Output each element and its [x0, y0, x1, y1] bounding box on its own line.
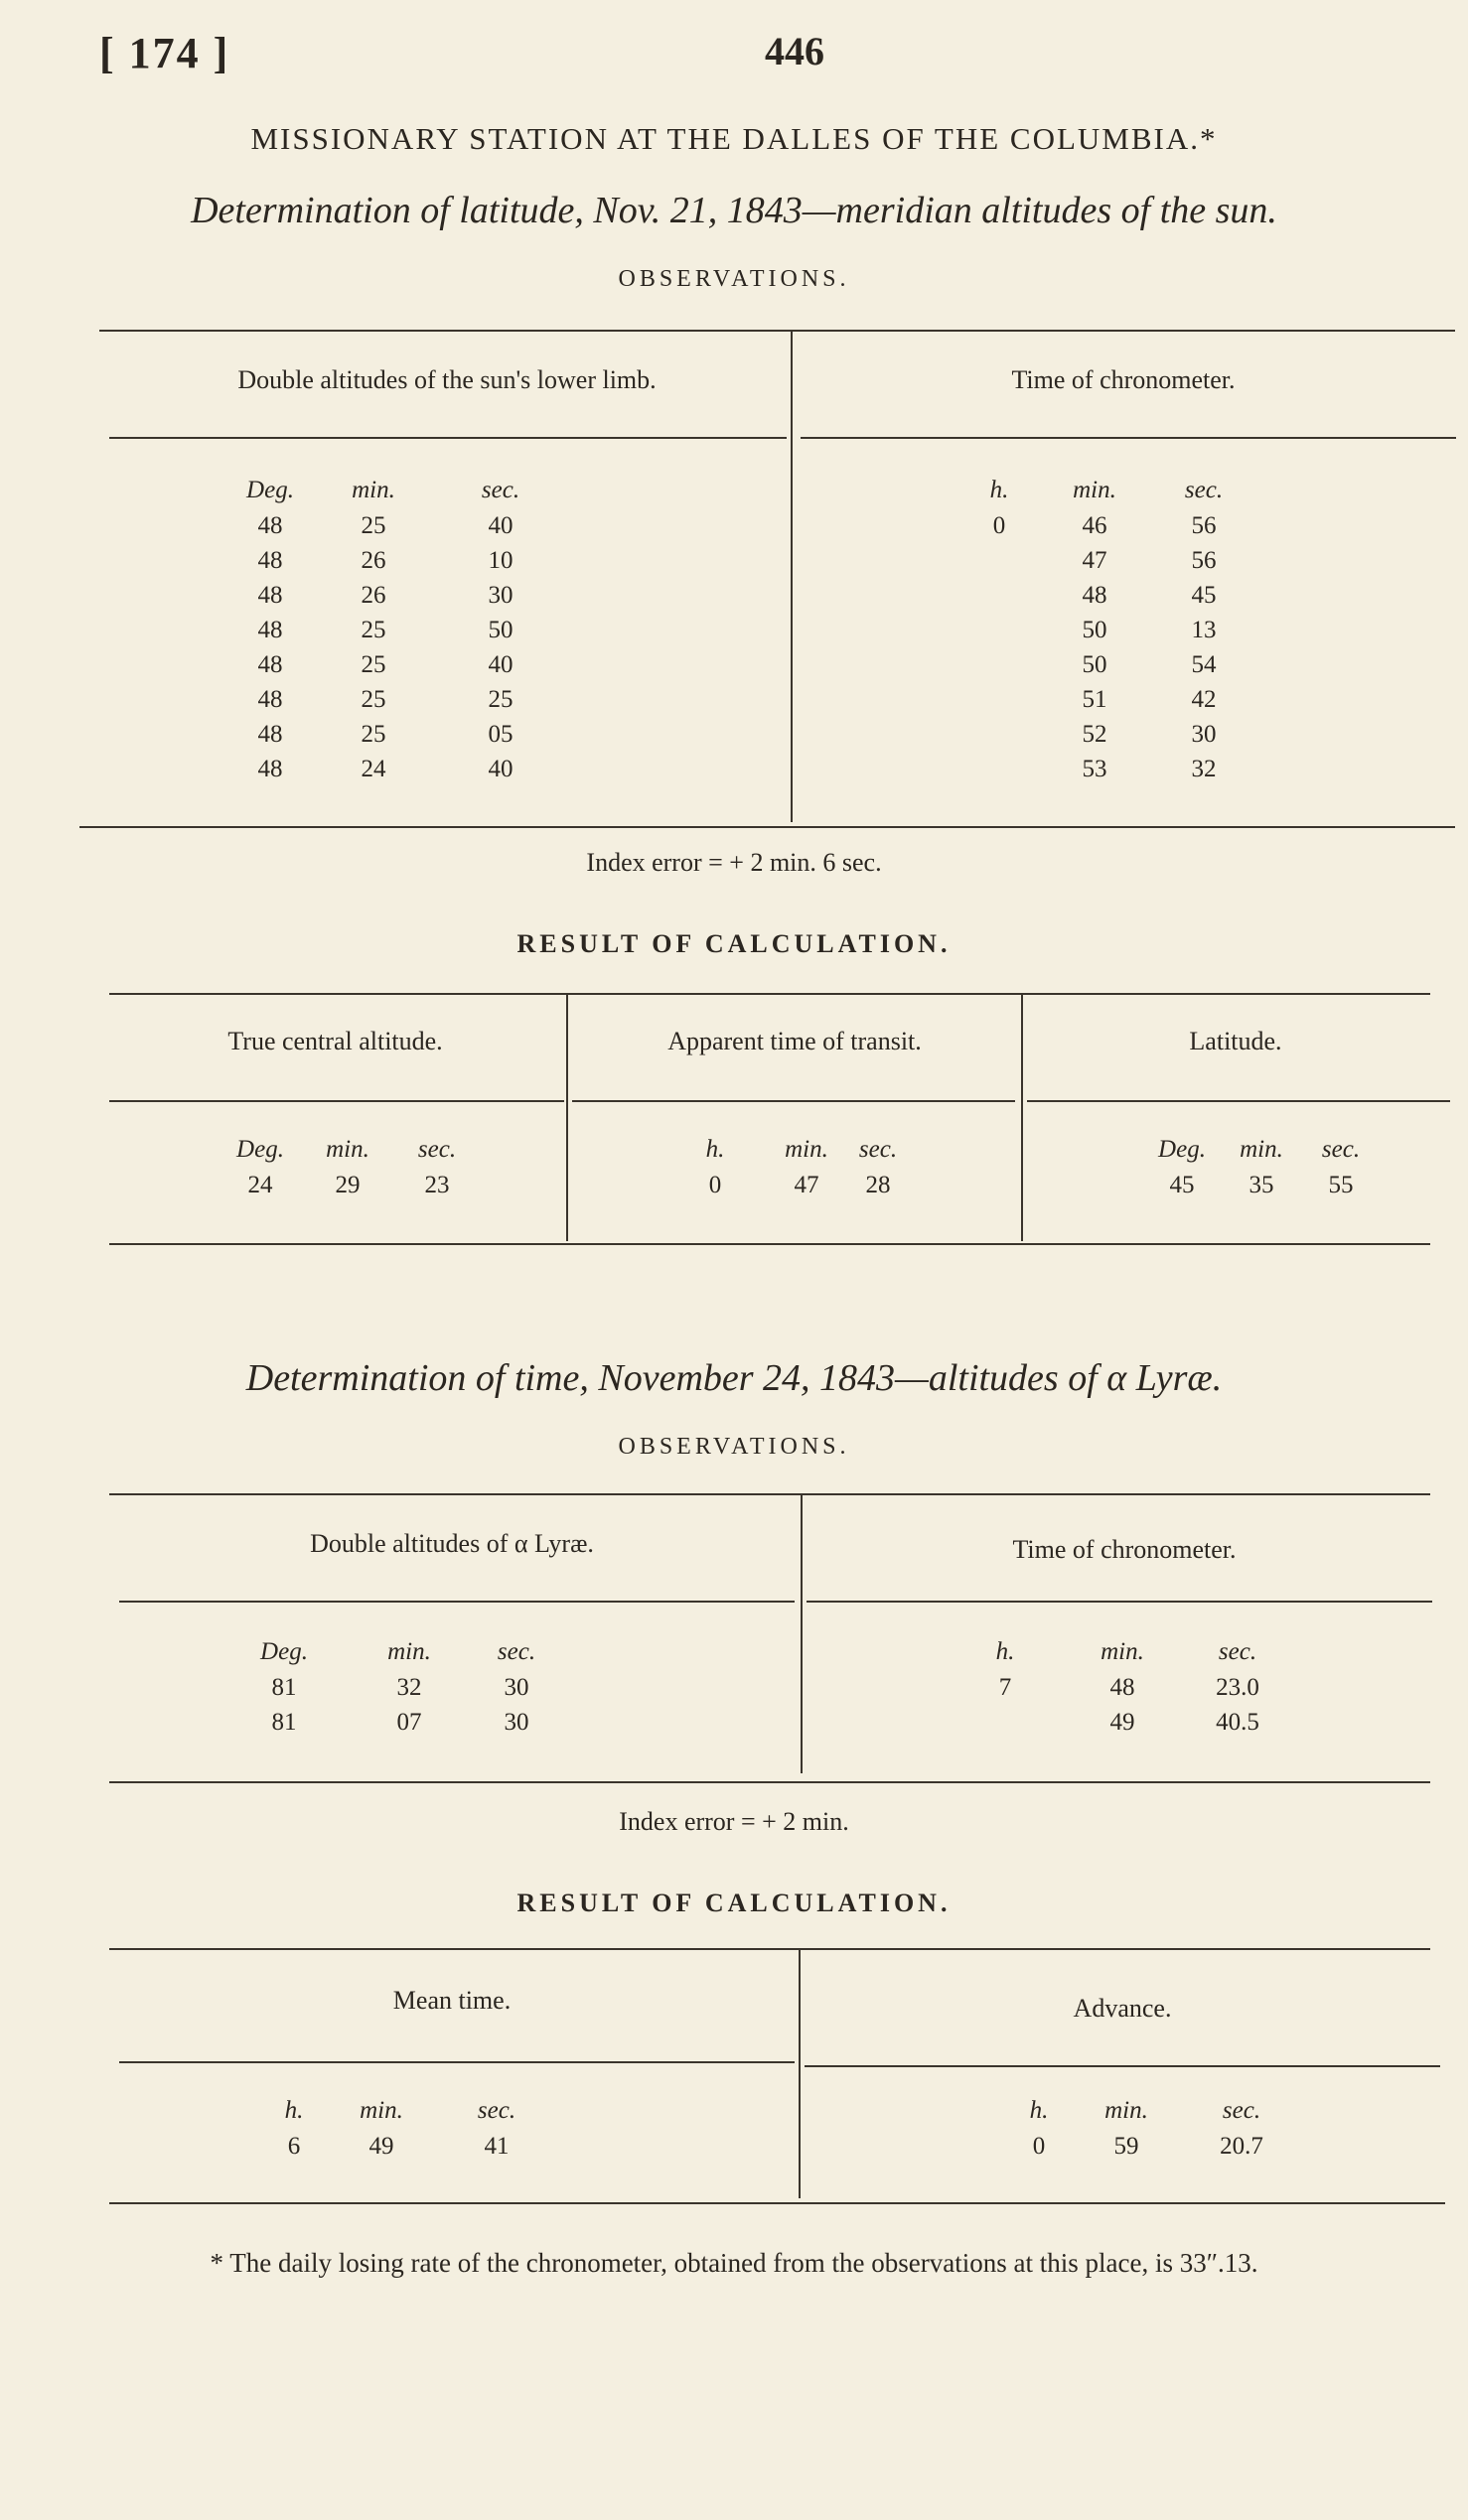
time-result-unit-label: sec. [477, 2097, 516, 2124]
lat-result-unit-label: sec. [417, 1136, 457, 1163]
lat-table-bottom-rule [79, 826, 1455, 828]
lat-time-cols-cell: 50 [1082, 651, 1107, 678]
lat-alt-cols-cell: 48 [257, 512, 283, 539]
time-chronometer-header: Time of chronometer. [1012, 1535, 1237, 1564]
lat-time-header: Time of chronometer. [1011, 365, 1236, 394]
time-time-cols-unit-label: sec. [1218, 1638, 1257, 1665]
lat-result-unit-label: min. [326, 1136, 369, 1163]
time-time-cols-col-1 [1078, 1638, 1167, 1744]
time-time-cols-cell: 7 [998, 1674, 1012, 1701]
lat-time-cols-cell [954, 651, 1044, 686]
lat-time-cols-cell [954, 617, 1044, 651]
lat-time-cols-unit-label: min. [1073, 477, 1116, 503]
true-central-altitude-header: True central altitude. [227, 1027, 443, 1055]
time-result-group-0-col-2 [452, 2097, 541, 2168]
time-result-unit-label: min. [360, 2097, 403, 2124]
lat-alt-cols-cell: 48 [257, 756, 283, 782]
lat-result-top-rule [109, 993, 1430, 995]
time-altitude-header: Double altitudes of α Lyræ. [310, 1529, 594, 1558]
lat-alt-cols-cell: 26 [361, 582, 386, 609]
lat-result-group-1-col-2 [833, 1136, 923, 1206]
lat-time-cols-cell [954, 686, 1044, 721]
lat-alt-cols-cell: 24 [361, 756, 386, 782]
time-result-unit-label: min. [1104, 2097, 1148, 2124]
lat-time-cols-unit-label: h. [989, 477, 1009, 503]
time-section-title: Determination of time, November 24, 1843—altitudes of α Lyræ. [245, 1357, 1223, 1399]
lat-time-cols-cell [954, 582, 1044, 617]
lat-time-cols-cell: 50 [1082, 617, 1107, 643]
lat-alt-cols-cell: 48 [257, 651, 283, 678]
lat-time-cols-cell: 48 [1082, 582, 1107, 609]
lat-result-header-rule-2 [572, 1100, 1015, 1102]
lat-alt-cols-cell: 25 [488, 686, 514, 713]
lat-time-cols-cell: 13 [1191, 617, 1217, 643]
lat-result-unit-label: min. [785, 1136, 828, 1163]
time-alt-cols-unit-label: sec. [497, 1638, 536, 1665]
time-result-value: 0 [1032, 2133, 1046, 2160]
lat-result-label: RESULT OF CALCULATION. [516, 929, 952, 958]
lat-alt-cols-cell: 50 [488, 617, 514, 643]
time-result-value: 41 [484, 2133, 510, 2160]
lat-result-value: 24 [247, 1172, 273, 1198]
time-result-unit-label: sec. [1222, 2097, 1261, 2124]
lat-result-value: 47 [794, 1172, 819, 1198]
time-alt-cols-cell: 30 [504, 1709, 529, 1736]
lat-time-cols-cell: 46 [1082, 512, 1107, 539]
lat-time-cols-cell [954, 756, 1044, 790]
time-alt-cols-cell: 32 [396, 1674, 422, 1701]
latitude-section-title: Determination of latitude, Nov. 21, 1843—meridian altitudes of the sun. [191, 190, 1277, 231]
time-result-top-rule [109, 1948, 1430, 1950]
lat-result-unit-label: Deg. [1158, 1136, 1206, 1163]
time-result-label: RESULT OF CALCULATION. [516, 1889, 952, 1917]
lat-time-cols-cell: 47 [1082, 547, 1107, 574]
lat-alt-cols-cell: 25 [361, 721, 386, 748]
lat-alt-cols-unit-label: min. [352, 477, 395, 503]
lat-time-cols-cell: 30 [1191, 721, 1217, 748]
lat-time-cols-cell: 32 [1191, 756, 1217, 782]
lat-alt-cols-cell: 48 [257, 582, 283, 609]
time-chronometer-columns [0, 1638, 1468, 1757]
page-number: 446 [765, 29, 824, 73]
lat-table-top-rule [99, 330, 1455, 332]
time-time-cols-col-0 [960, 1638, 1050, 1744]
lat-result-unit-label: min. [1240, 1136, 1283, 1163]
time-alt-cols-unit-label: Deg. [260, 1638, 308, 1665]
lat-time-cols-cell: 54 [1191, 651, 1217, 678]
lat-result-group-2-col-0 [1137, 1136, 1227, 1206]
lat-result-group-0-col-0 [216, 1136, 305, 1206]
lat-time-cols-cell: 53 [1082, 756, 1107, 782]
time-time-cols-cell: 48 [1109, 1674, 1135, 1701]
page-title: MISSIONARY STATION AT THE DALLES OF THE COLUMBIA.* [250, 121, 1218, 156]
time-time-cols-unit-label: h. [995, 1638, 1015, 1665]
time-alt-cols-unit-label: min. [387, 1638, 431, 1665]
time-observations-label: OBSERVATIONS. [618, 1434, 850, 1460]
time-result-value: 6 [287, 2133, 301, 2160]
time-result-group-0-col-0 [249, 2097, 339, 2168]
time-result-unit-label: h. [284, 2097, 304, 2124]
lat-altitude-header: Double altitudes of the sun's lower limb. [237, 365, 657, 394]
lat-alt-cols-unit-label: Deg. [246, 477, 294, 503]
lat-time-cols-cell: 56 [1191, 547, 1217, 574]
lat-alt-cols-cell: 48 [257, 686, 283, 713]
lat-alt-cols-cell: 40 [488, 512, 514, 539]
lat-time-cols-cell: 0 [992, 512, 1006, 539]
time-index-error: Index error = + 2 min. [619, 1807, 849, 1836]
lat-alt-cols-cell: 40 [488, 651, 514, 678]
lat-time-cols-cell: 52 [1082, 721, 1107, 748]
lat-result-unit-label: h. [705, 1136, 725, 1163]
lat-result-group-2-col-1 [1217, 1136, 1306, 1206]
lat-alt-cols-cell: 48 [257, 617, 283, 643]
time-alt-cols-cell: 30 [504, 1674, 529, 1701]
latitude-header: Latitude. [1189, 1027, 1282, 1055]
lat-result-value: 28 [865, 1172, 891, 1198]
time-table-top-rule [109, 1493, 1430, 1495]
lat-result-header-rule-1 [109, 1100, 564, 1102]
time-result-header-rule-1 [119, 2061, 795, 2063]
lat-time-cols-col-0 [954, 477, 1044, 790]
footnote: * The daily losing rate of the chronometer, obtained from the observations at this place, is 33″.13. [210, 2248, 1258, 2278]
time-alt-cols-cell: 81 [271, 1674, 297, 1701]
lat-result-value: 35 [1248, 1172, 1274, 1198]
lat-result-group-2-col-2 [1296, 1136, 1386, 1206]
time-alt-cols-cell: 07 [396, 1709, 422, 1736]
lat-time-cols-cell: 51 [1082, 686, 1107, 713]
advance-header: Advance. [1073, 1994, 1172, 2023]
time-result-value: 59 [1113, 2133, 1139, 2160]
lat-alt-cols-cell: 48 [257, 721, 283, 748]
lat-result-unit-label: sec. [1321, 1136, 1361, 1163]
lat-time-columns [0, 477, 1468, 794]
time-time-cols-cell [960, 1709, 1050, 1744]
lat-alt-cols-cell: 30 [488, 582, 514, 609]
time-table-bottom-rule [109, 1781, 1430, 1783]
apparent-time-header: Apparent time of transit. [667, 1027, 922, 1055]
time-result-unit-label: h. [1029, 2097, 1049, 2124]
lat-time-cols-col-2 [1159, 477, 1248, 790]
time-time-cols-cell: 23.0 [1216, 1674, 1259, 1701]
lat-result-value: 23 [424, 1172, 450, 1198]
lat-alt-cols-cell: 25 [361, 686, 386, 713]
lat-time-cols-cell: 42 [1191, 686, 1217, 713]
lat-result-values [0, 1136, 1468, 1215]
time-header-rule-right [807, 1601, 1432, 1603]
time-time-cols-unit-label: min. [1101, 1638, 1144, 1665]
bracket-page-number: [ 174 ] [99, 29, 230, 77]
lat-result-value: 45 [1169, 1172, 1195, 1198]
lat-alt-cols-cell: 10 [488, 547, 514, 574]
lat-result-group-0-col-2 [392, 1136, 482, 1206]
time-header-rule-left [119, 1601, 795, 1603]
lat-result-bottom-rule [109, 1243, 1430, 1245]
lat-alt-cols-cell: 26 [361, 547, 386, 574]
lat-time-cols-cell: 56 [1191, 512, 1217, 539]
time-result-value: 20.7 [1220, 2133, 1263, 2160]
lat-result-value: 0 [708, 1172, 722, 1198]
latitude-observations-label: OBSERVATIONS. [618, 266, 850, 292]
lat-alt-cols-cell: 25 [361, 617, 386, 643]
time-time-cols-cell: 40.5 [1216, 1709, 1259, 1736]
lat-result-unit-label: sec. [858, 1136, 898, 1163]
lat-alt-cols-unit-label: sec. [481, 477, 520, 503]
lat-result-value: 29 [335, 1172, 361, 1198]
time-time-cols-col-2 [1193, 1638, 1282, 1744]
time-result-group-0-col-1 [337, 2097, 426, 2168]
lat-result-unit-label: Deg. [236, 1136, 284, 1163]
lat-time-cols-cell [954, 721, 1044, 756]
lat-alt-cols-cell: 48 [257, 547, 283, 574]
time-result-group-1-col-2 [1197, 2097, 1286, 2168]
time-result-group-1-col-1 [1082, 2097, 1171, 2168]
lat-time-cols-cell: 45 [1191, 582, 1217, 609]
time-result-bottom-rule [109, 2202, 1445, 2204]
time-time-cols-cell: 49 [1109, 1709, 1135, 1736]
lat-result-group-1-col-0 [670, 1136, 760, 1206]
lat-alt-cols-cell: 05 [488, 721, 514, 748]
lat-header-rule-right [801, 437, 1456, 439]
lat-result-value: 55 [1328, 1172, 1354, 1198]
time-result-value: 49 [368, 2133, 394, 2160]
lat-time-cols-col-1 [1050, 477, 1139, 790]
lat-time-cols-unit-label: sec. [1184, 477, 1224, 503]
lat-time-cols-cell [954, 547, 1044, 582]
mean-time-header: Mean time. [392, 1986, 512, 2015]
lat-result-header-rule-3 [1027, 1100, 1450, 1102]
time-result-group-1-col-0 [994, 2097, 1084, 2168]
time-alt-cols-cell: 81 [271, 1709, 297, 1736]
lat-alt-cols-cell: 25 [361, 651, 386, 678]
time-result-header-rule-2 [805, 2065, 1440, 2067]
lat-alt-cols-cell: 40 [488, 756, 514, 782]
lat-index-error: Index error = + 2 min. 6 sec. [586, 848, 882, 877]
lat-alt-cols-cell: 25 [361, 512, 386, 539]
lat-result-group-0-col-1 [303, 1136, 392, 1206]
lat-header-rule-left [109, 437, 787, 439]
time-result-values [0, 2097, 1468, 2176]
